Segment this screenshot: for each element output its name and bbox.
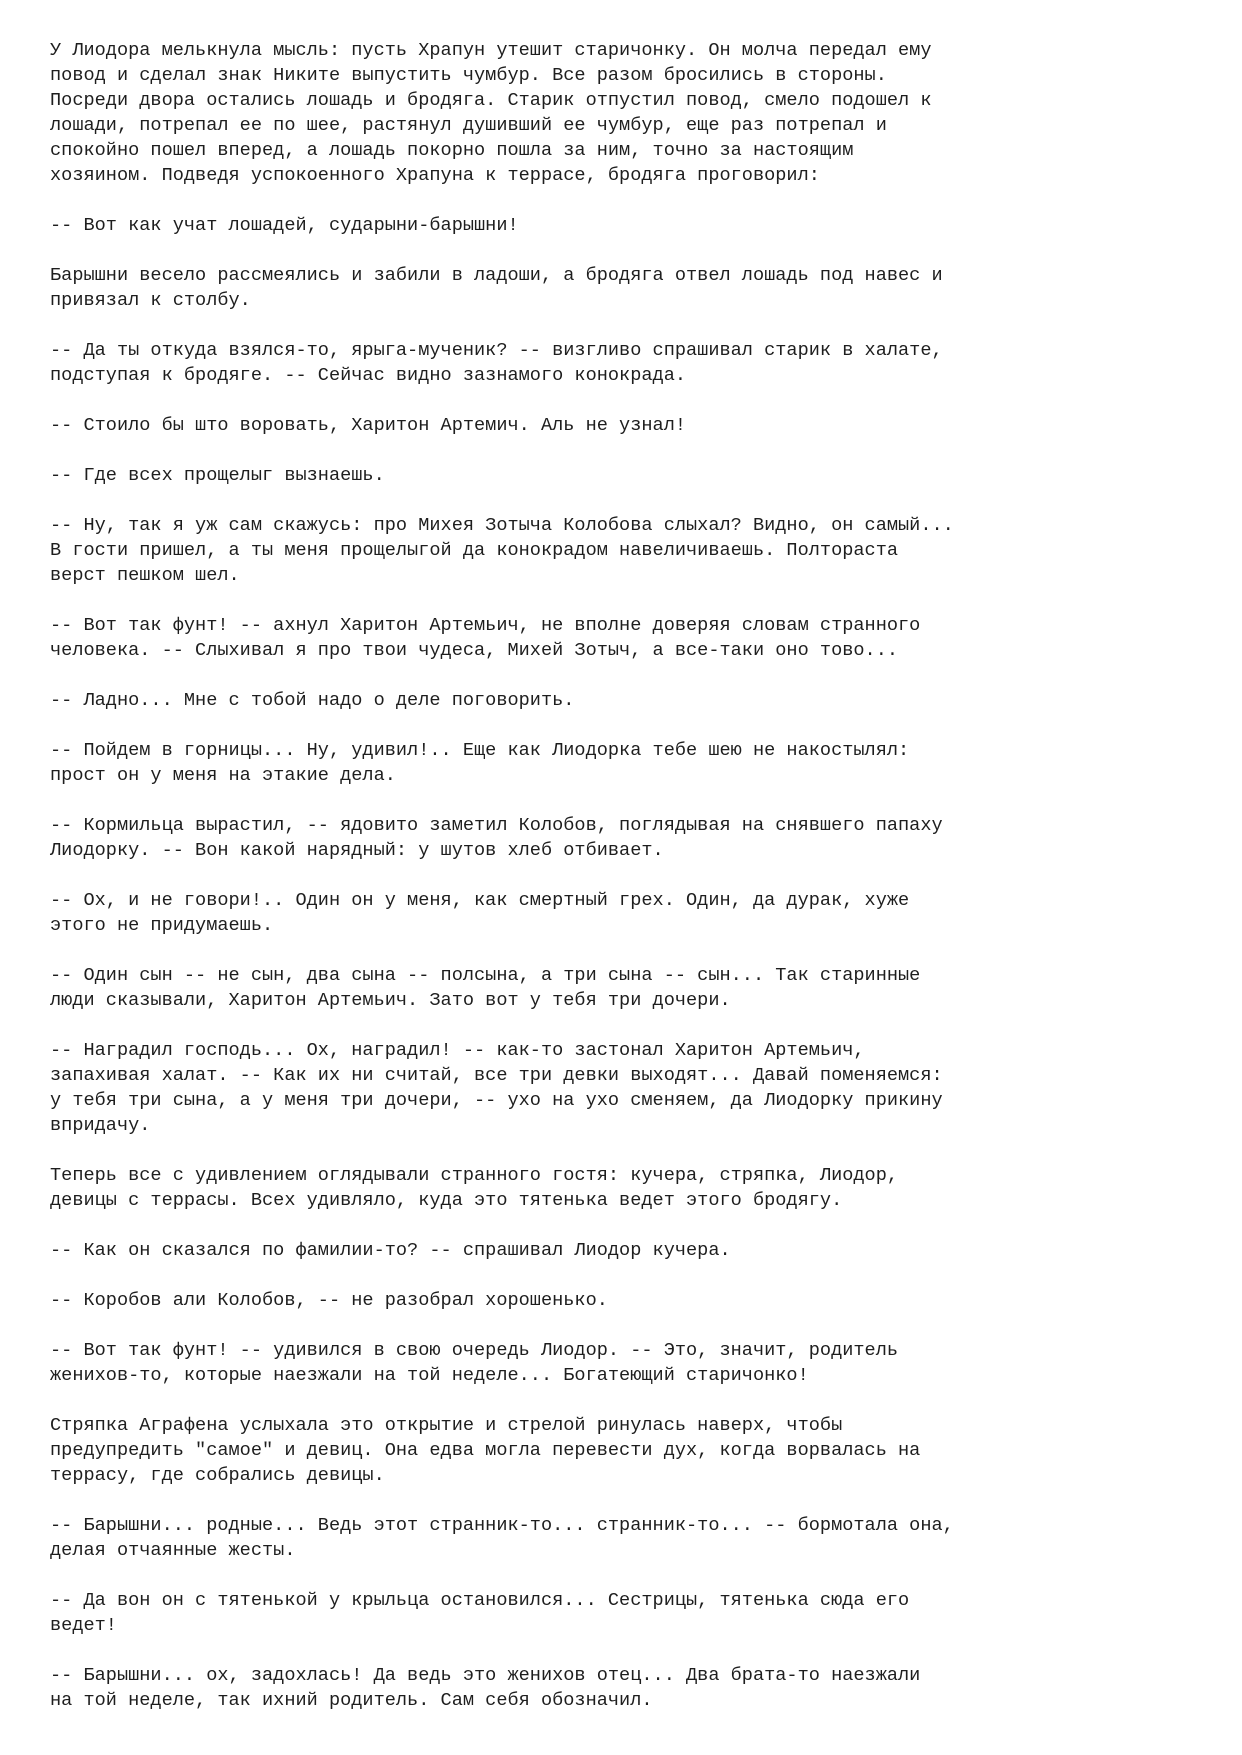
paragraph: -- Ну, так я уж сам скажусь: про Михея Зотыча Колобова слыхал? Видно, он самый... В гости пришел, а ты меня прощелыгой да конокрадом навеличиваешь. Полтораста верст пешком шел. [50,515,954,586]
paragraph: -- Наградил господь... Ох, наградил! -- как-то застонал Харитон Артемьич, запахивая халат. -- Как их ни считай, все три девки выходят... Давай поменяемся: у тебя три сына, а у меня три дочери, -- ухо на ухо сменяем, да Лиодорку прикину впридачу. [50,1040,943,1136]
paragraph: Теперь все с удивлением оглядывали странного гостя: кучера, стряпка, Лиодор, девицы с террасы. Всех удивляло, куда это тятенька ведет этого бродягу. [50,1165,899,1211]
paragraph: -- Да ты откуда взялся-то, ярыга-мученик? -- визгливо спрашивал старик в халате, подступая к бродяге. -- Сейчас видно зазнамого конокрада. [50,340,943,386]
paragraph: -- Стоило бы што воровать, Харитон Артемич. Аль не узнал! [50,415,687,436]
paragraph: У Лиодора мелькнула мысль: пусть Храпун утешит старичонку. Он молча передал ему повод и сделал знак Никите выпустить чумбур. Все разом бросились в стороны. Посреди двора остались лошадь и бродяга. Старик отпустил повод, смело подошел к лошади, потрепал ее по шее, растянул душивший ее чумбур, еще раз потрепал и спокойно пошел вперед, а лошадь покорно пошла за ним, точно за настоящим хозяином. Подведя успокоенного Храпуна к террасе, бродяга проговорил: [50,40,932,186]
paragraph: -- Как он сказался по фамилии-то? -- спрашивал Лиодор кучера. [50,1240,731,1261]
paragraph: -- Да вон он с тятенькой у крыльца остановился... Сестрицы, тятенька сюда его ведет! [50,1590,910,1636]
paragraph: -- Коробов али Колобов, -- не разобрал хорошенько. [50,1290,608,1311]
paragraph: -- Ох, и не говори!.. Один он у меня, как смертный грех. Один, да дурак, хуже этого не придумаешь. [50,890,910,936]
paragraph: -- Ладно... Мне с тобой надо о деле поговорить. [50,690,575,711]
paragraph: -- Вот так фунт! -- удивился в свою очередь Лиодор. -- Это, значит, родитель женихов-то, которые наезжали на той неделе... Богатеющий старичонко! [50,1340,899,1386]
paragraph: -- Где всех прощелыг вызнаешь. [50,465,385,486]
document-text [50,38,1220,1713]
paragraph: -- Один сын -- не сын, два сына -- полсына, а три сына -- сын... Так старинные люди сказывали, Харитон Артемьич. Зато вот у тебя три дочери. [50,965,921,1011]
paragraph: Барышни весело рассмеялись и забили в ладоши, а бродяга отвел лошадь под навес и привязал к столбу. [50,265,943,311]
paragraph: -- Барышни... ох, задохлась! Да ведь это женихов отец... Два брата-то наезжали на той неделе, так ихний родитель. Сам себя обозначил. [50,1665,921,1711]
paragraph: -- Вот как учат лошадей, сударыни-барышни! [50,215,519,236]
paragraph: -- Барышни... родные... Ведь этот странник-то... странник-то... -- бормотала она, делая отчаянные жесты. [50,1515,954,1561]
paragraph: -- Вот так фунт! -- ахнул Харитон Артемьич, не вполне доверяя словам странного человека. -- Слыхивал я про твои чудеса, Михей Зотыч, а все-таки оно тово... [50,615,921,661]
paragraph: -- Пойдем в горницы... Ну, удивил!.. Еще как Лиодорка тебе шею не накостылял: прост он у меня на этакие дела. [50,740,910,786]
paragraph: -- Кормильца вырастил, -- ядовито заметил Колобов, поглядывая на снявшего папаху Лиодорку. -- Вон какой нарядный: у шутов хлеб отбивает. [50,815,943,861]
paragraph: Стряпка Аграфена услыхала это открытие и стрелой ринулась наверх, чтобы предупредить "самое" и девиц. Она едва могла перевести дух, когда ворвалась на террасу, где собрались девицы. [50,1415,921,1486]
